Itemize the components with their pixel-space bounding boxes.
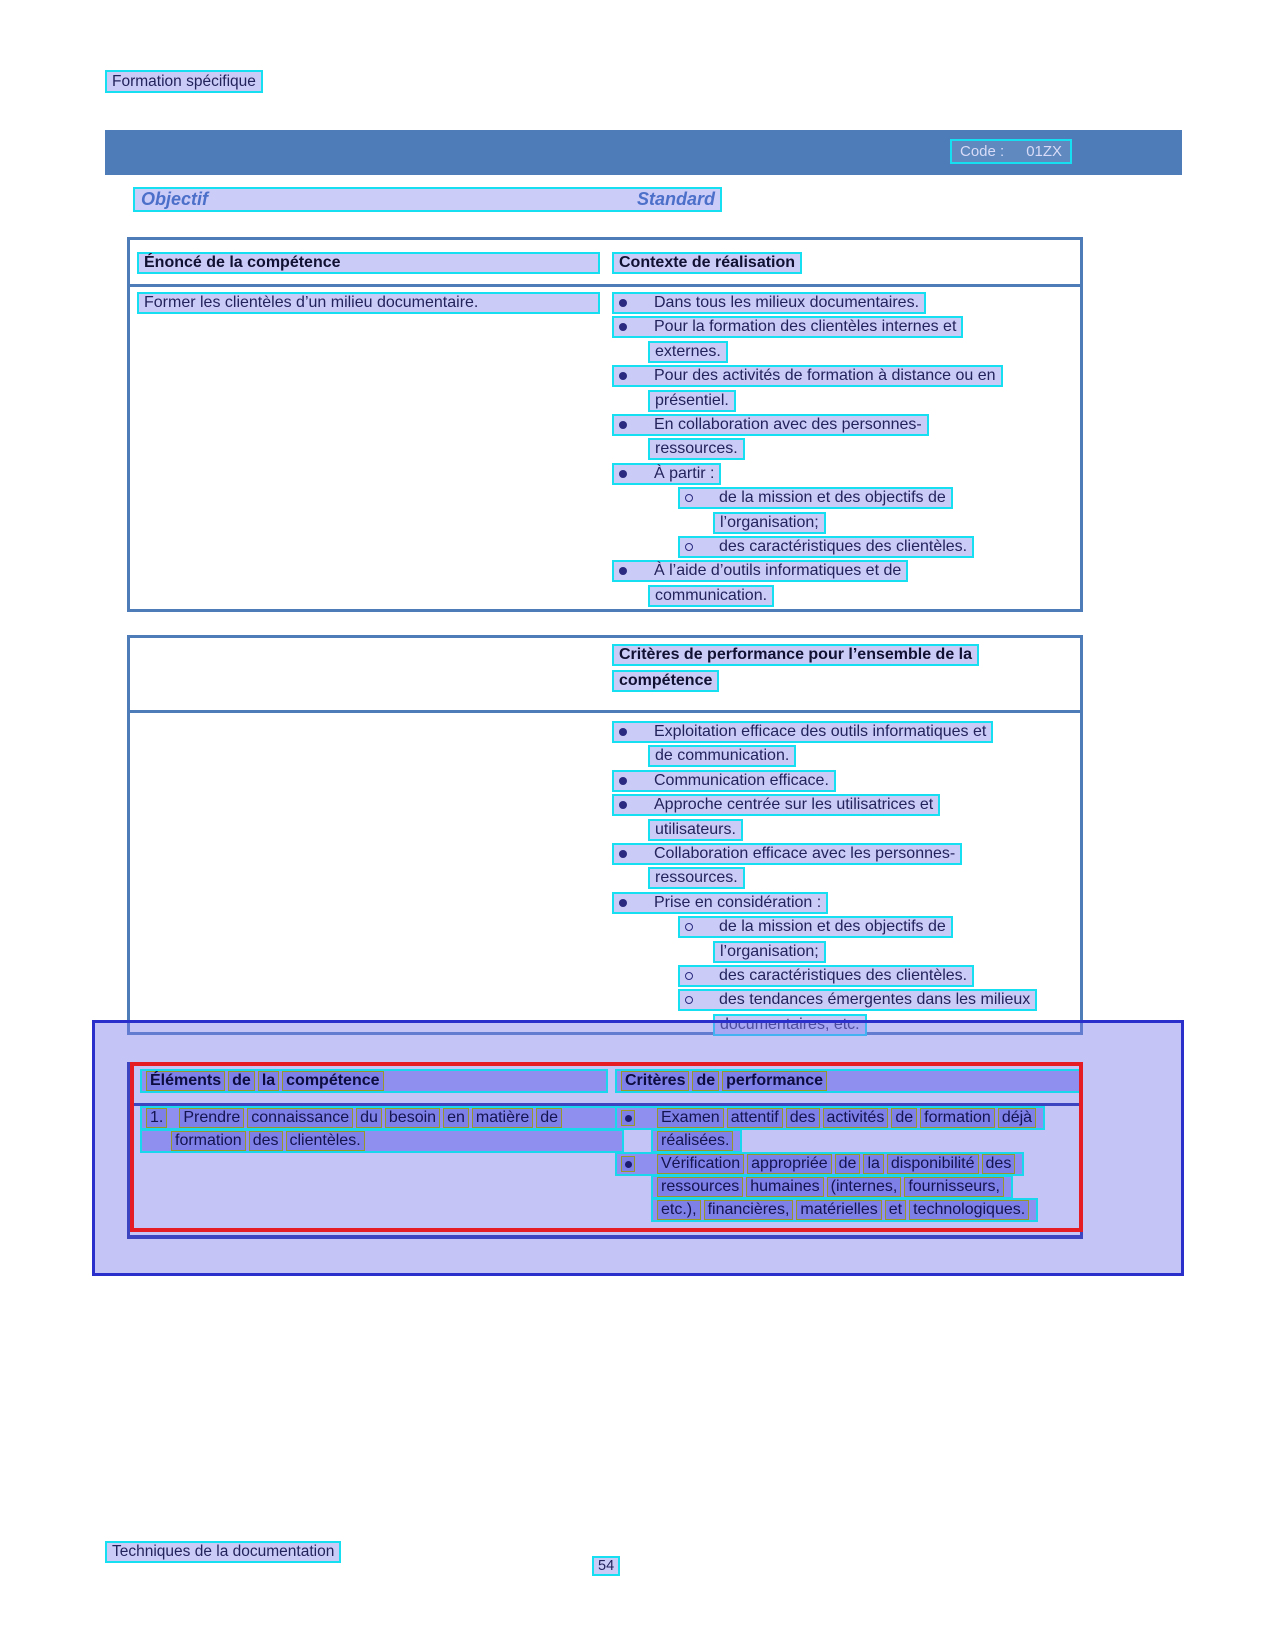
word-box: Prendre (179, 1108, 244, 1128)
list-line (612, 487, 1080, 511)
line-text: En collaboration avec des personnes- (654, 415, 922, 433)
word-box: Éléments (146, 1071, 225, 1091)
word-box: déjà (998, 1108, 1036, 1128)
line-text: Pour des activités de formation à distance ou en (654, 367, 996, 385)
line-text: Approche centrée sur les utilisatrices et (654, 796, 934, 814)
word-box: matière (472, 1108, 533, 1128)
line-text: l’organisation; (720, 942, 819, 960)
list-line (612, 390, 1080, 414)
col-header-line: Critères de performance pour l’ensemble de la (612, 644, 979, 666)
table2-header-cell2 (612, 644, 1080, 710)
line-text: des caractéristiques des clientèles. (719, 537, 968, 555)
bullet-disc-icon (619, 470, 654, 478)
line-text: des tendances émergentes dans les milieux (719, 991, 1031, 1009)
list-line (612, 770, 1080, 794)
word-box: Critères (621, 1071, 689, 1091)
table3-right-line (615, 1129, 742, 1153)
bullet-circle-icon (685, 996, 719, 1004)
bullet-circle-icon (685, 543, 719, 551)
word-box: formation (171, 1131, 246, 1151)
code-badge (950, 139, 1072, 164)
table-elements-criteres (127, 1062, 1083, 1235)
table3-header-cell1 (140, 1069, 608, 1093)
line-text (651, 1129, 742, 1153)
bullet-disc-icon (619, 323, 654, 331)
line-text: présentiel. (655, 391, 729, 409)
list-line (612, 365, 1080, 389)
list-line (612, 892, 1080, 916)
bullet-disc-icon (619, 567, 654, 575)
line-text: de la mission et des objectifs de (719, 918, 946, 936)
table3-right-line (615, 1175, 1013, 1199)
table1-header-cell1 (130, 252, 612, 284)
table2-header-row (130, 638, 1080, 713)
table-criteres-ensemble (127, 635, 1083, 1035)
list-line (612, 414, 1080, 438)
line-text: utilisateurs. (655, 820, 736, 838)
item-number: 1. (146, 1108, 167, 1128)
list-line (612, 916, 1080, 940)
line-text (179, 1108, 565, 1128)
table3-bottom-border (127, 1235, 1083, 1239)
table1-body (130, 287, 1080, 604)
bullet-disc-icon (621, 1156, 635, 1172)
list-line (612, 292, 1080, 316)
word-box: attentif (727, 1108, 783, 1128)
word-box: humaines (746, 1177, 823, 1197)
line-text: des caractéristiques des clientèles. (719, 966, 968, 984)
word-box: de (835, 1154, 861, 1174)
list-line (612, 1014, 1080, 1038)
word-box: performance (722, 1071, 827, 1091)
line-text (651, 1175, 1013, 1199)
table3-right-line (615, 1198, 1038, 1222)
word-box: connaissance (247, 1108, 353, 1128)
table2-bullet-list (612, 721, 1080, 1038)
bullet-disc-icon (619, 850, 654, 858)
list-line (612, 867, 1080, 891)
word-box: ressources (657, 1177, 743, 1197)
word-box: de (228, 1071, 255, 1091)
col-header (615, 1069, 1083, 1093)
word-box: Examen (657, 1108, 724, 1128)
top-section-label: Formation spécifique (105, 70, 263, 93)
word-box: clientèles. (286, 1131, 365, 1151)
table3-right-line (615, 1106, 1045, 1130)
line-text (651, 1198, 1038, 1222)
table1-header-row (130, 240, 1080, 287)
list-line (612, 560, 1080, 584)
word-box: des (786, 1108, 820, 1128)
word-box: des (982, 1154, 1016, 1174)
table2-body (130, 713, 1080, 1033)
word-box: la (258, 1071, 279, 1091)
line-text: Dans tous les milieux documentaires. (654, 294, 920, 311)
list-line (612, 794, 1080, 818)
list-line (612, 585, 1080, 609)
line-text: ressources. (655, 440, 738, 458)
line-text: À l’aide d’outils informatiques et de (654, 562, 902, 580)
bullet-disc-icon (619, 372, 654, 380)
line-text: de communication. (655, 747, 790, 765)
col-header-line: compétence (612, 670, 719, 692)
word-box: activités (823, 1108, 889, 1128)
objectif-standard-strip (133, 187, 722, 212)
footer-program-label: Techniques de la documentation (105, 1541, 341, 1563)
word-box: et (885, 1200, 906, 1220)
word-box: appropriée (747, 1154, 832, 1174)
bullet-disc-icon (621, 1110, 635, 1126)
bullet-disc-icon (619, 728, 654, 736)
line-text: Exploitation efficace des outils informatiques et (654, 723, 987, 740)
word-box: du (356, 1108, 382, 1128)
line-text: de la mission et des objectifs de (719, 489, 946, 507)
table1-bullet-list (612, 292, 1080, 609)
word-box: besoin (385, 1108, 440, 1128)
table3-left-line (140, 1129, 624, 1153)
bullet-disc-icon (619, 299, 654, 307)
objectif-heading: Objectif (141, 189, 209, 209)
bullet-disc-icon (619, 801, 654, 809)
word-box: matérielles (796, 1200, 881, 1220)
list-line (612, 965, 1080, 989)
word-box: de (692, 1071, 719, 1091)
bullet-circle-icon (685, 972, 719, 980)
word-box: réalisées. (657, 1131, 733, 1151)
table3-left-line (140, 1106, 624, 1130)
line-text (657, 1154, 1018, 1174)
word-box: de (536, 1108, 562, 1128)
word-box: (internes, (827, 1177, 902, 1197)
word-box: etc.), (657, 1200, 701, 1220)
col-header (140, 1069, 608, 1093)
table3-header-cell2 (615, 1069, 1083, 1093)
table-enonce-contexte (127, 237, 1083, 612)
list-line (612, 512, 1080, 536)
word-box: formation (920, 1108, 995, 1128)
bullet-circle-icon (685, 494, 719, 502)
code-label: Code : (960, 143, 1005, 160)
word-box: compétence (282, 1071, 383, 1091)
line-text: Prise en considération : (654, 893, 822, 911)
line-text: l’organisation; (720, 513, 819, 531)
list-line (612, 989, 1080, 1013)
line-text: ressources. (655, 869, 738, 887)
bullet-disc-icon (619, 777, 654, 785)
bullet-disc-icon (619, 421, 654, 429)
list-line (612, 316, 1080, 340)
list-line (612, 745, 1080, 769)
table3-header-separator (130, 1103, 1080, 1106)
list-line (612, 843, 1080, 867)
line-text: Pour la formation des clientèles internes et (654, 318, 957, 336)
competence-statement (137, 292, 600, 314)
col-header: Contexte de réalisation (612, 252, 802, 274)
list-line (612, 536, 1080, 560)
line-text: Collaboration efficace avec les personnes- (654, 844, 956, 862)
bullet-disc-icon (619, 899, 654, 907)
word-box: des (249, 1131, 283, 1151)
word-box: disponibilité (887, 1154, 979, 1174)
list-line (612, 941, 1080, 965)
list-line (612, 721, 1080, 745)
bullet-circle-icon (685, 923, 719, 931)
word-box: technologiques. (909, 1200, 1029, 1220)
table1-header-cell2 (612, 252, 1080, 284)
standard-heading: Standard (636, 189, 715, 209)
table2-header-cell1 (130, 644, 612, 710)
line-text: documentaires, etc. (720, 1015, 860, 1033)
line-text: À partir : (654, 464, 715, 482)
word-box: en (443, 1108, 469, 1128)
line-text: Communication efficace. (654, 771, 829, 789)
line-text (657, 1108, 1039, 1128)
list-line (612, 819, 1080, 843)
list-line (612, 438, 1080, 462)
word-box: de (891, 1108, 917, 1128)
list-line (612, 341, 1080, 365)
code-value: 01ZX (1026, 143, 1063, 160)
line-text: communication. (655, 586, 768, 604)
col-header: Énoncé de la compétence (137, 252, 600, 274)
line-text (140, 1129, 624, 1153)
line-text: externes. (655, 342, 721, 360)
word-box: financières, (704, 1200, 794, 1220)
table3-right-line (615, 1152, 1024, 1176)
word-box: Vérification (657, 1154, 744, 1174)
list-line (612, 463, 1080, 487)
page-number: 54 (592, 1556, 620, 1576)
word-box: fournisseurs, (904, 1177, 1004, 1197)
word-box: la (863, 1154, 883, 1174)
statement-text: Former les clientèles d’un milieu documentaire. (137, 292, 600, 314)
